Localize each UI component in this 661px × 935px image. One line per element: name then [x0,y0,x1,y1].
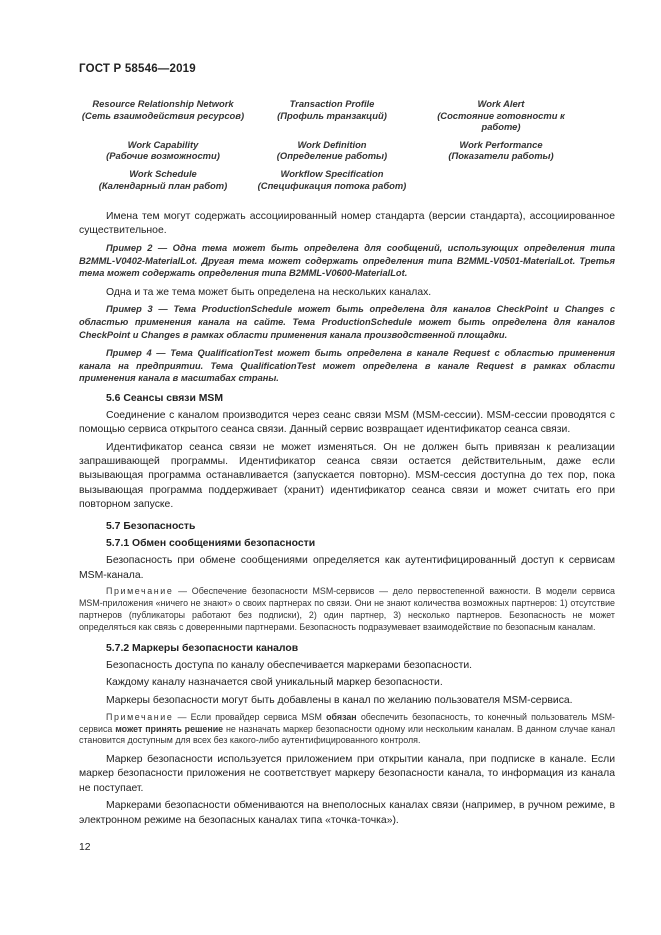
topic-cell [248,139,416,162]
topic-cell [79,168,247,191]
topic-name: Transaction Profile [289,98,375,109]
document-header: ГОСТ Р 58546—2019 [79,63,196,75]
topics-table [79,98,585,197]
page-number: 12 [79,842,91,853]
note-emphasis: может принять решение [115,723,224,734]
paragraph: Безопасность при обмене сообщениями определяется как аутентифицированный доступ к сервисам MSM-канала. [79,555,615,581]
topics-row [79,168,585,191]
note-label: Примечание [106,586,174,597]
paragraph: Каждому каналу назначается свой уникальный маркер безопасности. [106,677,443,689]
topic-translation: (Показатели работы) [448,150,554,162]
note-paragraph [79,712,615,747]
paragraph: Имена тем могут содержать ассоциированный номер стандарта (версии стандарта), ассоциированное существительное. [79,211,615,237]
topic-cell [248,98,416,133]
topic-translation: (Определение работы) [276,150,388,162]
paragraph: Соединение с каналом производится через сеанс связи MSM (MSM-сессии). MSM-сессии проводятся с помощью сервиса открытого сеанса связи. Данный сервис возвращает идентификатор сеанса связи. [79,410,615,436]
topic-translation: (Сеть взаимодействия ресурсов) [81,109,245,121]
main-content [79,210,615,831]
topic-cell [417,98,585,133]
topic-translation: (Спецификация потока работ) [257,179,407,191]
note-label: Примечание [106,711,174,722]
subsection-heading: 5.7.1 Обмен сообщениями безопасности [106,538,316,550]
section-heading: 5.7 Безопасность [106,521,196,533]
note-text: не назначать маркер безопасности одному или нескольким каналам. В данном случае канал становится доступным для всех без какого-либо аутентифицированного контроля. [79,723,616,746]
topic-name: Workflow Specification [280,167,384,179]
topic-name: Work Schedule [129,167,197,179]
topics-row [79,98,585,133]
note-text: — Если провайдер сервиса MSM [173,711,327,722]
example-paragraph: Пример 4 — Тема QualificationTest может быть определена в канале Request с областью применения канала на предприятии. Тема QualificationTest может определена в канале Request в рамках области применения канала в масштабах страны. [79,348,615,384]
paragraph: Одна и та же тема может быть определена на нескольких каналах. [106,286,432,298]
topic-name: Work Performance [459,138,543,150]
note-paragraph [79,586,615,633]
note-text: обеспечить безопасность, то конечный пользователь MSM-сервиса [79,711,615,734]
section-heading: 5.6 Сеансы связи MSM [106,392,223,404]
subsection-heading: 5.7.2 Маркеры безопасности каналов [106,642,299,654]
topic-translation: (Профиль транзакций) [277,109,387,121]
topic-cell [79,139,247,162]
topic-cell [417,139,585,162]
topic-name: Work Alert [477,98,525,109]
example-paragraph: Пример 3 — Тема ProductionSchedule может быть определена для каналов CheckPoint и Changes с областью применения канала на сайте. Тема ProductionSchedule может быть определена для каналов CheckPoint и Changes в рамках области применения канала производственной площадки. [79,304,615,340]
paragraph: Маркер безопасности используется приложением при открытии канала, при подписке в канале. Если маркер безопасности приложения не соответствует маркеру безопасности канала, то информация из канала не поступает. [79,754,615,794]
topic-cell [248,168,416,191]
topic-translation: (Состояние готовности к работе) [437,109,565,133]
topic-translation: (Календарный план работ) [98,179,228,191]
topic-name: Resource Relationship Network [92,98,234,109]
paragraph: Идентификатор сеанса связи не может изменяться. Он не должен быть привязан к реализации запрашивающей программы. Идентификатор сеанса связи остается действительным, даже если вызывающая программа останавливается (запускается повторно). MSM-сессия доступна до тех пор, пока вызывающая программа поддерживает (хранит) идентификатор сеанса связи и может считать его при повторном запуске. [79,442,615,510]
topic-name: Work Definition [297,138,367,150]
paragraph: Маркеры безопасности могут быть добавлены в канал по желанию пользователя MSM-сервиса. [106,695,573,707]
topic-cell [79,98,247,133]
topic-translation: (Рабочие возможности) [106,150,220,162]
topic-name: Work Capability [127,138,199,150]
paragraph: Маркерами безопасности обмениваются на внеполосных каналах связи (например, в ручном режиме, в электронном режиме на безопасных каналах типа «точка-точка»). [79,800,615,826]
example-paragraph: Пример 2 — Одна тема может быть определена для сообщений, использующих определения типа B2MML-V0402-MaterialLot. Другая тема может содержать определения типа B2MML-V0501-MaterialLot. Третья тема может содержать определения типа B2MML-V0600-MaterialLot. [79,242,615,279]
note-emphasis: обязан [326,711,357,722]
note-text: — Обеспечение безопасности MSM-сервисов — дело первостепенной важности. В модели сервиса MSM-приложения «ничего не знают» о своих партнерах по связи. Они не знают количества возможных партнеров: 1) отсутствие партнеров (публикаторы работают без подписки), 2) один партнер, 3) несколько партнеров. Безопасность не может определяться как связь с доверенными партнерами. Безопасность подразумевает взаимодействие по безопасным каналам. [79,586,615,632]
topic-cell-empty [417,168,585,191]
paragraph: Безопасность доступа по каналу обеспечивается маркерами безопасности. [106,659,473,671]
topics-row [79,139,585,162]
